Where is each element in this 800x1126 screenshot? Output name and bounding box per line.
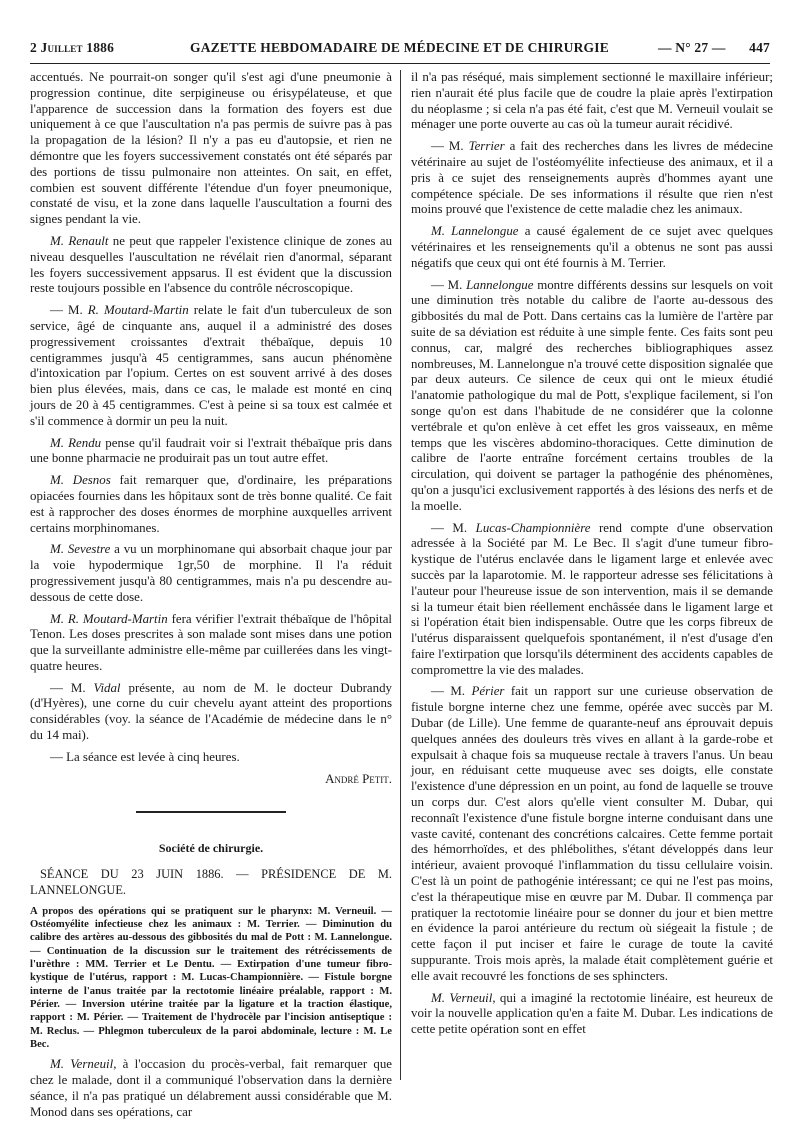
- paragraph: [411, 224, 773, 271]
- paragraph: [30, 303, 392, 429]
- paragraph-text: rend compte d'une observation adressée à la Société par M. Le Bec. Il s'agit d'une tumeur fibro-kystique de l'utérus enclavée dans le ligament large et enlevée avec succès par la laparotomie. M. le rapporteur adresse ses félicitations à l'auteur pour l'heureuse issue de son intervention, mais il se demande si la tumeur était bien réellement enchâssée dans le ligament large et si l'opération était bien indispensable. Outre que les corps fibreux de l'utérus disparaissent quelquefois spontanément, il n'est d'usage d'en faire l'extirpation que lorsqu'ils déterminent des accidents capables de compromettre la vie des malades.: [411, 520, 773, 677]
- issue-number: — N° 27 —: [658, 40, 726, 55]
- dash-prefix: — M.: [50, 680, 94, 695]
- paragraph: [411, 139, 773, 218]
- speaker-name: Vidal: [93, 680, 121, 695]
- column-divider: [400, 70, 401, 1080]
- speaker-name: M. Sevestre: [50, 542, 111, 557]
- running-header: [30, 40, 770, 60]
- session-summary: A propos des opérations qui se pratiquent sur le pharynx: M. Verneuil. — Ostéomyélite infectieuse chez les animaux : M. Terrier. — Diminution du calibre des artères au-dessous des gibbosités du mal de Pott : M. Lannelongue. — Continuation de la discussion sur le traitement des rétrécissements de l'urèthre : MM. Terrier et Le Dentu. — Extirpation d'une tumeur fibro-kystique de l'utérus, rapport : M. Lucas-Championnière. — Fistule borgne interne de l'anus traitée par la rectotomie linéaire préalable, rapport : M. Périer. — Inversion utérine traitée par la ligature et la traction élastique, rapport : M. Périer. — Traitement de l'hydrocèle par l'incision antiseptique : M. Reclus. — Phlegmon tuberculeux de la paroi abdominale, lecture : M. Le Bec.: [30, 905, 392, 1050]
- speaker-name: M. Lannelongue: [431, 224, 519, 239]
- issue-date: 2 Juillet 1886: [30, 40, 115, 55]
- paragraph-text: fera vérifier l'extrait thébaïque de l'hôpital Tenon. Les doses prescrites à son malade sont mises dans une potion que la surveillante administre elle-même par cuillerées dans les vingt-quatre heures.: [30, 611, 392, 673]
- paragraph-text: a fait des recherches dans les livres de médecine vétérinaire au sujet de l'ostéomyélite infectieuse des animaux, et il a pris à ce sujet des renseignements auprès d'hommes ayant une compétence spéciale. De ses informations il résulte que rien n'est moins prouvé que l'existence de cette maladie chez les animaux.: [411, 139, 773, 217]
- speaker-name: M. Verneuil: [431, 990, 493, 1005]
- paragraph: [30, 473, 392, 536]
- left-column: [30, 70, 392, 1126]
- right-column: [411, 70, 773, 1044]
- paragraph: [30, 1057, 392, 1120]
- paragraph-text: a causé également de ce sujet avec quelques vétérinaires et les renseignements qu'il a obtenus ne sont pas aussi négatifs que ceux qui ont été fournis à M. Terrier.: [411, 224, 773, 270]
- paragraph: accentués. Ne pourrait-on songer qu'il s'est agi d'une pneumonie à progression continue, dite serpigineuse ou érisypélateuse, et que l'apparence de succession dans la formation des foyers est due uniquement à ce que l'auscultation n'a pas permis de suivre pas à pas la propagation de la lésion? Il n'y a pas eu d'autopsie, et rien ne démontre que les foyers successivement constatés ont été séparés par des portions de tissu pulmonaire non atteintes. On sait, en effet, combien est souvent différente l'étendue d'un foyer pneumonique, constaté de visu, et la zone dans laquelle l'auscultation a fourni des signes pendant la vie.: [30, 70, 392, 227]
- paragraph: [30, 681, 392, 744]
- speaker-name: Lannelongue: [466, 277, 534, 292]
- paragraph-text: a vu un morphinomane qui absorbait chaque jour par la voie hypodermique 1gr,50 de morphine. Il l'a réduit progressivement jusqu'à 80 centigrammes, mais n'a pu descendre au-dessous de cette dose.: [30, 542, 393, 604]
- journal-page: [30, 0, 773, 1119]
- paragraph-text: relate le fait d'un tuberculeux de son service, âgé de cinquante ans, auquel il a administré des doses progressivement croissantes d'extrait thébaïque, depuis 10 centigrammes jusqu'à 45 centigrammes, sans aucun phénomène d'intoxication par l'opium. Certes on est souvent arrivé à des doses bien plus élevées, mais, dans ce cas, le malade est monté en cinq jours de 20 à 45 centigrammes. C'est à peine si sa toux est calmée et s'il commence à dormir un peu la nuit.: [30, 303, 393, 428]
- paragraph: [411, 278, 773, 515]
- paragraph: [30, 542, 392, 605]
- paragraph: [411, 991, 773, 1038]
- paragraph: [30, 234, 392, 297]
- dash-prefix: — M.: [50, 303, 88, 318]
- speaker-name: M. R. Moutard-Martin: [50, 611, 168, 626]
- speaker-name: R. Moutard-Martin: [87, 303, 189, 318]
- journal-title: GAZETTE HEBDOMADAIRE DE MÉDECINE ET DE CHIRURGIE: [190, 40, 609, 55]
- paragraph-text: , à l'occasion du procès-verbal, fait remarquer que chez le malade, dont il a communiqué l'observation dans la dernière séance, il n'a pas pratiqué un délabrement aussi considérable que M. Monod dans ses opérations, car: [30, 1057, 392, 1119]
- signature: André Petit.: [325, 771, 392, 786]
- speaker-name: M. Rendu: [50, 435, 102, 450]
- society-title: Société de chirurgie.: [158, 841, 264, 856]
- paragraph-text: montre différents dessins sur lesquels on voit une diminution très notable du calibre de l'aorte au-dessous des gibbosités du mal de Pott. Dans certains cas la lumière de l'artère par suite de sa déviation est réduite à une simple fente. Ces faits sont peu connus, car, malgré des recherches bibliographiques assez nombreuses, M. Lannelongue n'a trouvé cette disposition signalée que par deux auteurs. Ce silence de ceux qui ont le mieux étudié l'anatomie pathologique du mal de Pott, s'explique facilement, si l'on songe qu'on est dans l'habitude de ne considérer que la colonne vertébrale et qu'on enlève à cet effet les gros vaisseaux, en même temps que les viscères abdomino-thoraciques. Cette diminution de calibre de l'aorte entraîne forcément certains troubles de la circulation, qui doivent se partager la pathogénie des phénomènes, qu'on a jusqu'ici exclusivement rapportés à des lésions des nerfs et de la moelle.: [411, 277, 773, 513]
- dash-prefix: — M.: [431, 520, 476, 535]
- paragraph-text: fait remarquer que, d'ordinaire, les préparations opiacées fournies dans les hôpitaux sont de très bonne qualité. Ce fait est à rapprocher des doses énormes de morphine auxquelles arrivent certains morphinomanes.: [30, 473, 393, 535]
- speaker-name: Périer: [471, 684, 505, 699]
- speaker-name: M. Desnos: [50, 473, 111, 488]
- paragraph: — La séance est levée à cinq heures.: [50, 749, 240, 764]
- page-number: 447: [749, 40, 770, 55]
- dash-prefix: — M.: [431, 139, 469, 154]
- paragraph: [411, 521, 773, 679]
- paragraph-text: , qui a imaginé la rectotomie linéaire, est heureux de voir la nouvelle application qu'en a faite M. Dubar. Les indications de cette petite opération sont en effet: [411, 990, 773, 1037]
- paragraph: [30, 436, 392, 468]
- paragraph: il n'a pas réséqué, mais simplement sectionné le maxillaire inférieur; rien n'aurait été plus facile que de coudre la plaie après l'extirpation du néoplasme ; si cela n'a pas été fait, c'est que M. Verneuil voulait se ménager une porte ouverte au cas où la tumeur aurait récidivé.: [411, 70, 773, 132]
- section-separator: [136, 811, 286, 813]
- header-rule: [30, 63, 770, 64]
- paragraph-text: ne peut que rappeler l'existence clinique de zones au niveau desquelles l'auscultation ne révélait rien d'anormal, séparant les foyers successivement appsarus. Il est évident que la discussion reste toujours possible en l'absence du contrôle nécroscopique.: [30, 233, 393, 296]
- dash-prefix: — M.: [431, 684, 472, 699]
- paragraph-text: présente, au nom de M. le docteur Dubrandy (d'Hyères), une corne du cuir chevelu ayant atteint des proportions considérables (voy. la séance de l'Académie de médecine dans le n° du 14 mai).: [30, 680, 392, 743]
- speaker-name: Terrier: [468, 139, 505, 154]
- paragraph-text: fait un rapport sur une curieuse observation de fistule borgne interne chez une femme, opérée avec succès par M. Dubar (de Lille). Une femme de quarante-neuf ans éprouvait depuis quelques années des douleurs très vives en allant à la garde-robe et expulsait à chaque fois sa muqueuse rectale à travers l'anus. Un beau jour, en réduisant cette muqueuse avec ses doigts, elle constate l'existence d'une dépression en un point, au fond de laquelle se trouve un corps dur. C'est alors qu'elle vient consulter M. Dubar, qui reconnaît l'existence d'une fistule borgne interne conduisant dans une vaste cavité, contenant des concrétions calcaires. Cette femme portait des hémorrhoïdes, et des phlébolithes, s'étant développés dans leur intérieur, avaient provoqué l'inflammation du tissu cellulaire voisin. C'est là un point de pathogénie intéressant; ce qui ne l'est pas moins, c'est la thérapeutique mise en œuvre par M. Dubar. Il commença par pratiquer la rectotomie linéaire pour se donner du jour et bien mettre en évidence la paroi antérieure du rectum où siégeait la fistule ; de cette façon il put inciser et faire le curage de toute la cavité suppurante. Trois mois après, la malade était complètement guérie et elle avait recouvré les fonctions de ses sphincters.: [411, 684, 773, 983]
- speaker-name: M. Verneuil: [50, 1057, 114, 1072]
- session-heading: SÉANCE DU 23 JUIN 1886. — PRÉSIDENCE DE M. LANNELONGUE.: [30, 867, 392, 898]
- dash-prefix: — M.: [431, 277, 467, 292]
- speaker-name: Lucas-Championnière: [475, 520, 591, 535]
- paragraph: [411, 684, 773, 984]
- paragraph: [30, 612, 392, 675]
- speaker-name: M. Renault: [50, 233, 109, 248]
- paragraph-text: pense qu'il faudrait voir si l'extrait thébaïque pris dans une bonne pharmacie ne produirait pas un tout autre effet.: [30, 435, 393, 466]
